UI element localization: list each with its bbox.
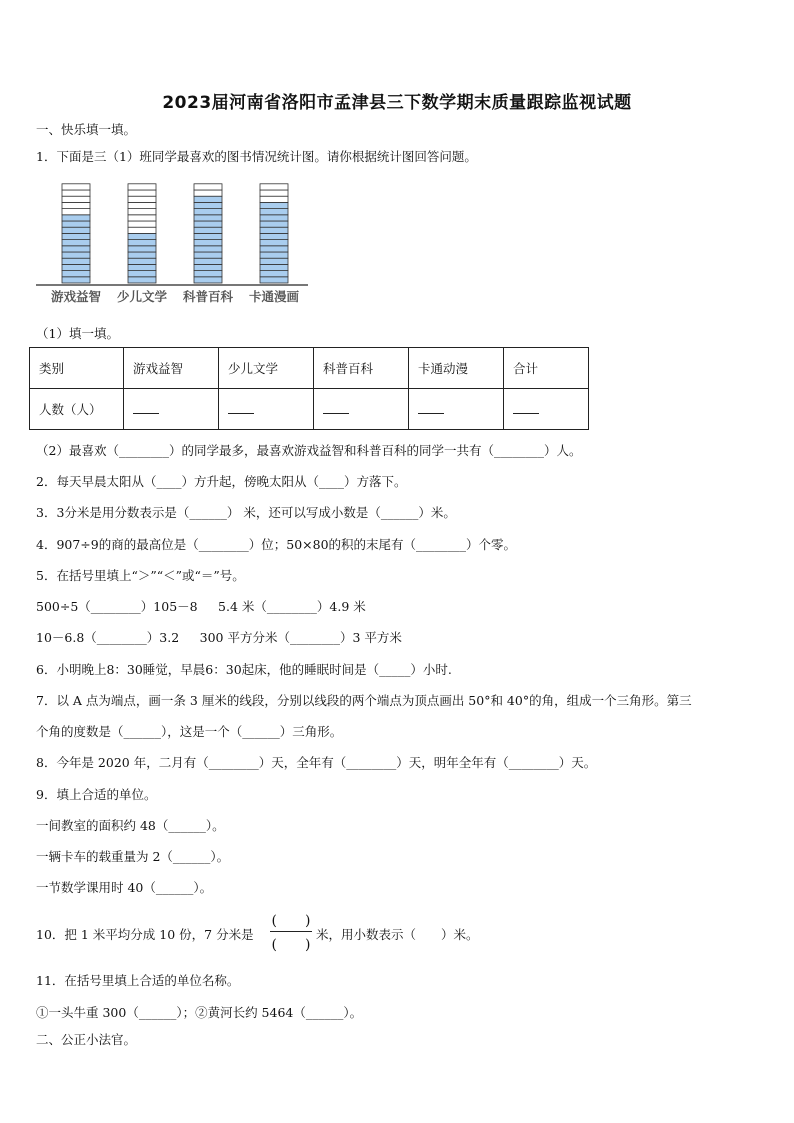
bar-cell (194, 233, 222, 239)
table-answer-cell (504, 389, 589, 430)
category-label: 少儿文学 (116, 289, 168, 304)
bar-cell (128, 221, 156, 227)
bar-cell (62, 233, 90, 239)
fraction-denominator[interactable]: ( ) (271, 937, 311, 953)
table-answer-cell (409, 389, 504, 430)
bar-cell (260, 240, 288, 246)
bar-cell (260, 252, 288, 258)
question-5: 5．在括号里填上“＞”“＜”或“＝”号。 (36, 568, 245, 583)
fraction-numerator[interactable]: ( ) (271, 913, 311, 929)
chart-bars (62, 184, 288, 283)
bar-游戏益智 (62, 184, 90, 283)
answer-blank[interactable] (323, 401, 349, 414)
bar-cell (62, 252, 90, 258)
bar-cell (260, 221, 288, 227)
bar-cell (260, 196, 288, 202)
question-9-a: 一间教室的面积约 48（______）。 (36, 818, 225, 833)
question-10-fraction (268, 910, 314, 954)
bar-cell (62, 215, 90, 221)
table-row-label: 人数（人） (30, 389, 124, 430)
question-11-a: ①一头牛重 300（______）；②黄河长约 5464（______）。 (36, 1005, 363, 1020)
bar-cell (260, 258, 288, 264)
bar-cell (128, 246, 156, 252)
bar-cell (128, 209, 156, 215)
bar-cell (194, 240, 222, 246)
question-9: 9．填上合适的单位。 (36, 787, 157, 802)
question-1-part-1: （1）填一填。 (36, 326, 119, 341)
table-header-cell: 少儿文学 (219, 348, 314, 389)
question-1-part-2: （2）最喜欢（________）的同学最多，最喜欢游戏益智和科普百科的同学一共有（________）人。 (36, 443, 582, 458)
table-header-cell: 卡通动漫 (409, 348, 504, 389)
table-header-cell: 类别 (30, 348, 124, 389)
bar-cell (194, 202, 222, 208)
bar-cell (128, 252, 156, 258)
bar-cell (128, 271, 156, 277)
count-table (29, 347, 589, 430)
table-header-cell: 科普百科 (314, 348, 409, 389)
bar-cell (128, 240, 156, 246)
bar-cell (260, 184, 288, 190)
bar-cell (260, 202, 288, 208)
question-10-prefix: 10．把 1 米平均分成 10 份，7 分米是 (36, 927, 254, 942)
category-label: 卡通漫画 (248, 289, 300, 304)
bar-cell (128, 227, 156, 233)
question-10-suffix: 米，用小数表示（ ）米。 (316, 927, 479, 942)
bar-cell (194, 271, 222, 277)
bar-cell (62, 221, 90, 227)
bar-cell (128, 215, 156, 221)
bar-cell (62, 240, 90, 246)
table-header-cell: 游戏益智 (124, 348, 219, 389)
book-preference-chart (36, 170, 326, 310)
bar-cell (62, 202, 90, 208)
page-title: 2023届河南省洛阳市孟津县三下数学期末质量跟踪监视试题 (162, 93, 632, 113)
bar-科普百科 (194, 184, 222, 283)
question-7-line-b: 个角的度数是（______），这是一个（______）三角形。 (36, 724, 343, 739)
bar-cell (128, 258, 156, 264)
bar-cell (62, 271, 90, 277)
question-9-c: 一节数学课用时 40（______）。 (36, 880, 213, 895)
bar-cell (128, 190, 156, 196)
bar-cell (194, 264, 222, 270)
bar-cell (194, 190, 222, 196)
bar-cell (260, 264, 288, 270)
bar-cell (260, 227, 288, 233)
bar-cell (62, 277, 90, 283)
question-2: 2．每天早晨太阳从（____）方升起，傍晚太阳从（____）方落下。 (36, 474, 407, 489)
question-1: 1．下面是三（1）班同学最喜欢的图书情况统计图。请你根据统计图回答问题。 (36, 149, 477, 164)
bar-cell (194, 184, 222, 190)
bar-cell (194, 209, 222, 215)
table-header-cell: 合计 (504, 348, 589, 389)
section-two-heading: 二、公正小法官。 (36, 1032, 137, 1047)
bar-cell (260, 246, 288, 252)
answer-blank[interactable] (513, 401, 539, 414)
category-label: 科普百科 (182, 289, 234, 304)
bar-cell (128, 196, 156, 202)
chart-categories (51, 289, 300, 304)
bar-cell (62, 246, 90, 252)
bar-cell (62, 209, 90, 215)
bar-cell (194, 215, 222, 221)
question-11: 11．在括号里填上合适的单位名称。 (36, 973, 240, 988)
question-5-line-b: 10－6.8（________）3.2 300 平方分米（________）3 平方米 (36, 630, 402, 645)
table-header-row (30, 348, 589, 389)
bar-cell (62, 264, 90, 270)
question-8: 8．今年是 2020 年，二月有（________）天，全年有（________）天，明年全年有（________）天。 (36, 755, 597, 770)
bar-cell (128, 277, 156, 283)
bar-cell (194, 196, 222, 202)
bar-卡通漫画 (260, 184, 288, 283)
bar-cell (128, 264, 156, 270)
question-7-line-a: 7．以 A 点为端点，画一条 3 厘米的线段，分别以线段的两个端点为顶点画出 50°和 40°的角，组成一个三角形。第三 (36, 693, 692, 708)
table-answer-cell (124, 389, 219, 430)
bar-cell (194, 277, 222, 283)
bar-cell (62, 227, 90, 233)
bar-cell (128, 233, 156, 239)
category-label: 游戏益智 (50, 289, 102, 304)
question-9-b: 一辆卡车的载重量为 2（______）。 (36, 849, 230, 864)
fraction-bar (270, 931, 312, 932)
table-answer-cell (219, 389, 314, 430)
answer-blank[interactable] (228, 401, 254, 414)
bar-cell (260, 277, 288, 283)
table-answer-cell (314, 389, 409, 430)
bar-cell (62, 196, 90, 202)
bar-cell (260, 271, 288, 277)
bar-cell (128, 202, 156, 208)
bar-cell (194, 246, 222, 252)
bar-cell (260, 209, 288, 215)
bar-cell (194, 227, 222, 233)
bar-cell (194, 221, 222, 227)
section-one-heading: 一、快乐填一填。 (36, 122, 137, 137)
bar-cell (62, 258, 90, 264)
bar-cell (260, 233, 288, 239)
answer-blank[interactable] (418, 401, 444, 414)
question-6: 6．小明晚上8：30睡觉，早晨6：30起床，他的睡眠时间是（_____）小时. (36, 662, 452, 677)
bar-cell (62, 184, 90, 190)
bar-cell (128, 184, 156, 190)
bar-cell (194, 258, 222, 264)
question-5-line-a: 500÷5（________）105－8 5.4 米（________）4.9 米 (36, 599, 366, 614)
bar-cell (260, 190, 288, 196)
question-4: 4．907÷9的商的最高位是（________）位；50×80的积的末尾有（________）个零。 (36, 537, 517, 552)
answer-blank[interactable] (133, 401, 159, 414)
bar-cell (62, 190, 90, 196)
bar-少儿文学 (128, 184, 156, 283)
bar-cell (194, 252, 222, 258)
table-row (30, 389, 589, 430)
question-3: 3．3分米是用分数表示是（______） 米，还可以写成小数是（______）米。 (36, 505, 456, 520)
bar-cell (260, 215, 288, 221)
